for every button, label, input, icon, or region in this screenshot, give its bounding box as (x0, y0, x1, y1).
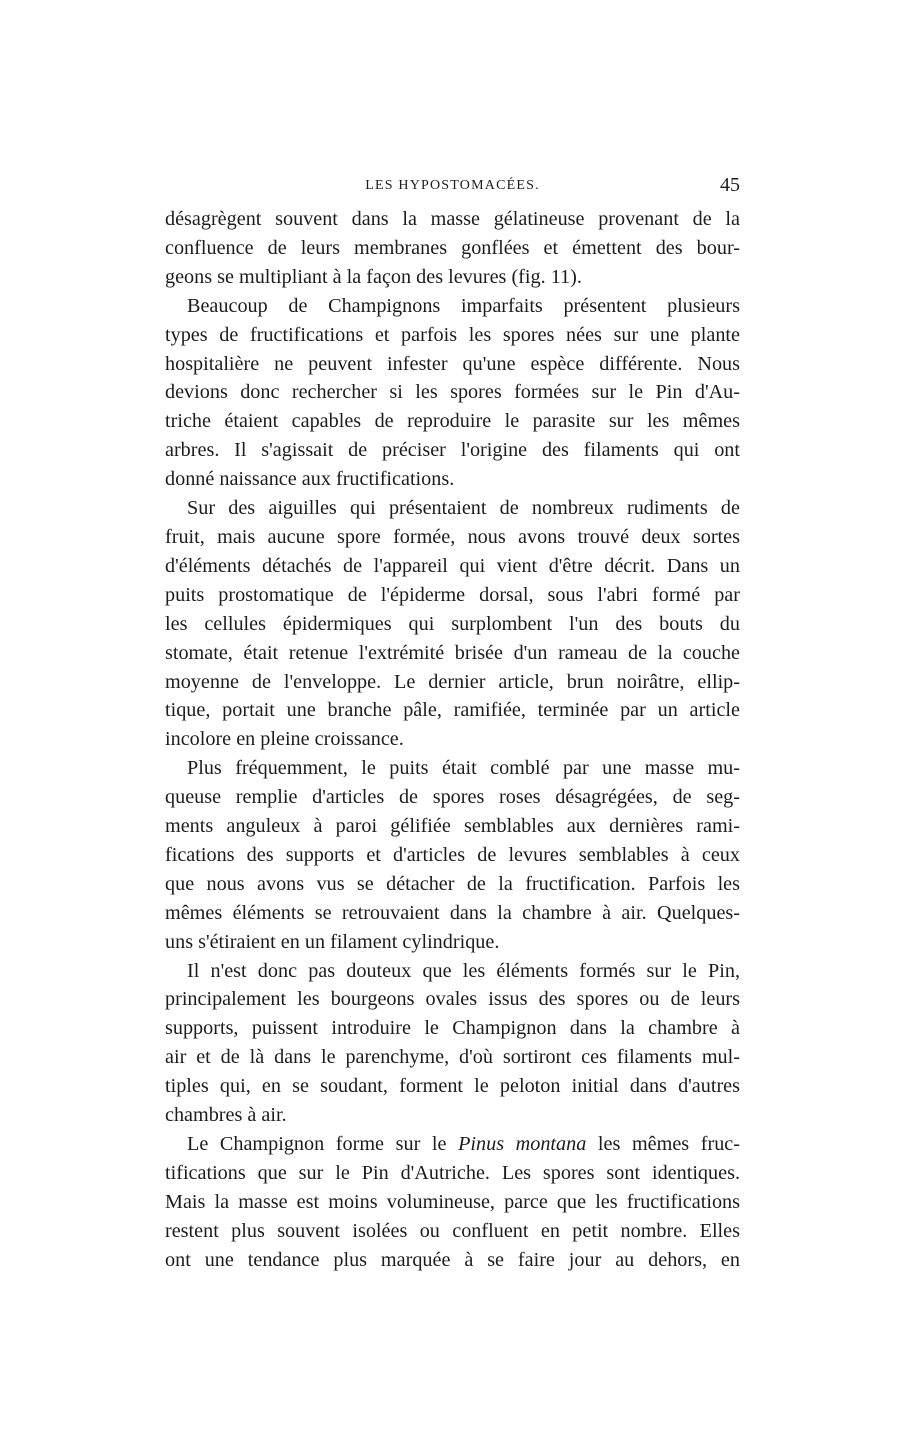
text-line: hospitalière ne peuvent infester qu'une espèce différente. Nous (165, 352, 740, 375)
paragraph-4 (165, 754, 740, 956)
text-line: uns s'étiraient en un filament cylindrique. (165, 930, 500, 953)
text-line: tiples qui, en se soudant, forment le peloton initial dans d'autres (165, 1075, 740, 1098)
text-line: tique, portait une branche pâle, ramifiée, terminée par un article (165, 699, 740, 722)
text-line: tifications que sur le Pin d'Autriche. Les spores sont identiques. (165, 1161, 740, 1184)
text-line: ont une tendance plus marquée à se faire jour au dehors, en (165, 1248, 740, 1271)
body-text (165, 205, 740, 1275)
text-line: Sur des aiguilles qui présentaient de nombreux rudiments de (187, 497, 740, 520)
text-line: Beaucoup de Champignons imparfaits présentent plusieurs (187, 294, 740, 317)
text-line (165, 1130, 740, 1159)
text-line: principalement les bourgeons ovales issus des spores ou de leurs (165, 988, 740, 1011)
paragraph-2 (165, 292, 740, 494)
text-line: les cellules épidermiques qui surplombent l'un des bouts du (165, 612, 740, 635)
paragraph-3 (165, 494, 740, 754)
running-header (165, 174, 740, 202)
text-line: geons se multipliant à la façon des levures (fig. 11). (165, 265, 582, 288)
text-line: puits prostomatique de l'épiderme dorsal, sous l'abri formé par (165, 583, 740, 606)
text-line: mêmes éléments se retrouvaient dans la chambre à air. Quelques- (165, 901, 740, 924)
page-number: 45 (720, 174, 740, 196)
text-line: chambres à air. (165, 1104, 287, 1127)
text-line: queuse remplie d'articles de spores roses désagrégées, de seg- (165, 786, 740, 809)
running-title: LES HYPOSTOMACÉES. (365, 178, 540, 193)
text-line: fruit, mais aucune spore formée, nous avons trouvé deux sortes (165, 525, 740, 548)
text-line: donné naissance aux fructifications. (165, 468, 455, 491)
text-line: que nous avons vus se détacher de la fructification. Parfois les (165, 872, 740, 895)
paragraph-6 (165, 1130, 740, 1275)
text-line: confluence de leurs membranes gonflées et émettent des bour- (165, 236, 740, 259)
text-line: Mais la masse est moins volumineuse, parce que les fructifications (165, 1190, 740, 1213)
text-line: Plus fréquemment, le puits était comblé par une masse mu- (187, 757, 740, 780)
text-line: types de fructifications et parfois les spores nées sur une plante (165, 323, 740, 346)
text-line: ments anguleux à paroi gélifiée semblables aux dernières rami- (165, 815, 740, 838)
text-line: fications des supports et d'articles de levures semblables à ceux (165, 843, 740, 866)
text-line: d'éléments détachés de l'appareil qui vient d'être décrit. Dans un (165, 554, 740, 577)
paragraph-1 (165, 205, 740, 292)
species-name: Pinus montana (458, 1133, 587, 1155)
text-line: moyenne de l'enveloppe. Le dernier article, brun noirâtre, ellip- (165, 670, 740, 693)
text-line: incolore en pleine croissance. (165, 728, 404, 751)
text-line: Il n'est donc pas douteux que les éléments formés sur le Pin, (187, 959, 740, 982)
text-line: restent plus souvent isolées ou confluent en petit nombre. Elles (165, 1219, 740, 1242)
paragraph-5 (165, 957, 740, 1130)
text-line: désagrègent souvent dans la masse gélatineuse provenant de la (165, 208, 740, 230)
text-fragment: les mêmes fruc- (586, 1133, 740, 1155)
text-line: supports, puissent introduire le Champignon dans la chambre à (165, 1017, 740, 1040)
text-line: air et de là dans le parenchyme, d'où sortiront ces filaments mul- (165, 1046, 740, 1069)
text-line: devions donc rechercher si les spores formées sur le Pin d'Au- (165, 381, 740, 404)
text-line: arbres. Il s'agissait de préciser l'origine des filaments qui ont (165, 439, 740, 462)
text-line: stomate, était retenue l'extrémité brisée d'un rameau de la couche (165, 641, 740, 664)
text-fragment: Le Champignon forme sur le (187, 1133, 459, 1155)
text-line: triche étaient capables de reproduire le parasite sur les mêmes (165, 410, 740, 433)
